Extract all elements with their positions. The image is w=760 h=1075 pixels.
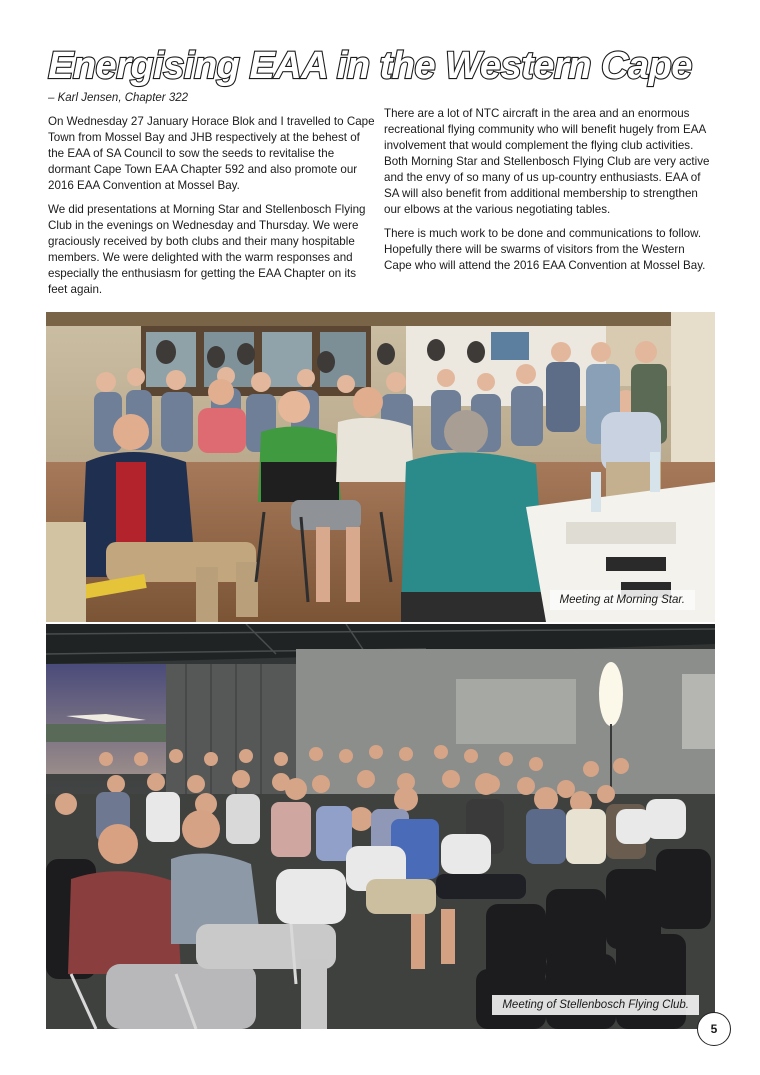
stellenbosch-caption: Meeting of Stellenbosch Flying Club.	[492, 995, 699, 1015]
paragraph: There is much work to be done and communications to follow. Hopefully there will be swarms of visitors from the Western Cape who will attend the 2016 EAA Convention at Mossel Bay.	[384, 227, 706, 272]
page-number: 5	[697, 1012, 731, 1046]
article-title-text: Energising EAA in the Western Cape	[48, 45, 692, 87]
article-title	[46, 40, 716, 88]
morning-star-caption: Meeting at Morning Star.	[550, 590, 696, 610]
stellenbosch-photo-illustration	[46, 624, 715, 1029]
paragraph: There are a lot of NTC aircraft in the area and an enormous recreational flying community who will benefit hugely from EAA involvement that would complement the flying club activities. Both Morning Star and Stellenbosch Flying Club are very active and the envy of so many of us up-country enthusiasts. EAA of SA will also benefit from additional membership to strengthen our elbows at the various negotiating tables.	[384, 107, 710, 216]
left-column	[48, 114, 376, 306]
paragraph: We did presentations at Morning Star and Stellenbosch Flying Club in the evenings on Wednesday and Thursday. We were graciously received by both clubs and their many hospitable members. We were delighted with the warm responses and especially the enthusiasm for getting the EAA Chapter on its feet again.	[48, 203, 366, 296]
right-column	[384, 106, 714, 282]
paragraph: On Wednesday 27 January Horace Blok and I travelled to Cape Town from Mossel Bay and JHB respectively at the behest of the EAA of SA Council to sow the seeds to revitalise the dormant Cape Town EAA Chapter 592 and also promote our 2016 EAA Convention at Mossel Bay.	[48, 115, 375, 192]
article-byline: – Karl Jensen, Chapter 322	[48, 92, 189, 104]
morning-star-photo	[46, 312, 715, 622]
stellenbosch-photo	[46, 624, 715, 1029]
morning-star-photo-illustration	[46, 312, 715, 622]
